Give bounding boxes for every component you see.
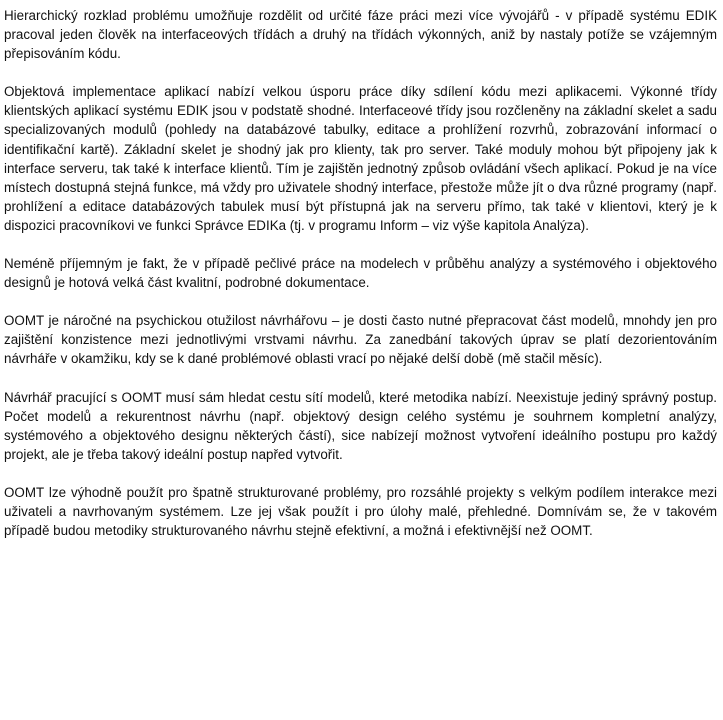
paragraph-team-split: Hierarchický rozklad problému umožňuje rozdělit od určité fáze práci mezi více vývojářů - v případě systému EDIK pracoval jeden člověk na interfaceových třídách a druhý na třídách výkonných, aniž by nastaly potíže se vzájemným přepisováním kódu. (4, 8, 717, 62)
paragraph-psychological-demands: OOMT je náročné na psychickou otužilost návrhářovu – je dosti často nutné přepracovat část modelů, mnohdy jen pro zajištění konzistence mezi jednotlivými vrstvami návrhu. Za zanedbání takových úprav se platí dezorientováním návrháře v okamžiku, kdy se k dané problémové oblasti vrací po nějaké delší době (mě stačil měsíc). (4, 313, 717, 367)
paragraph-model-navigation: Návrhář pracující s OOMT musí sám hledat cestu sítí modelů, které metodika nabízí. Neexistuje jediný správný postup. Počet modelů a rekurentnost návrhu (např. objektový design celého systému je souhrnem kompletní analýzy, systémového a objektového designu některých částí), sice nabízejí možnost vytvoření ideálního postupu pro každý projekt, ale je třeba takový ideální postup napřed vytvořit. (4, 389, 717, 462)
paragraph-documentation: Neméně příjemným je fakt, že v případě pečlivé práce na modelech v průběhu analýzy a systémového i objektového designů je hotová velká část kvalitní, podrobné dokumentace. (4, 256, 717, 291)
paragraph-applicability: OOMT lze výhodně použít pro špatně strukturované problémy, pro rozsáhlé projekty s velkým podílem interakce mezi uživateli a navrhovaným systémem. Lze jej však použít i pro úlohy malé, přehledné. Domnívám se, že v takovém případě budou metodiky strukturovaného návrhu stejně efektivní, a možná i efektivnější než OOMT. (4, 484, 717, 539)
paragraph-code-sharing: Objektová implementace aplikací nabízí velkou úsporu práce díky sdílení kódu mezi aplikacemi. Výkonné třídy klientských aplikací systému EDIK jsou v podstatě shodné. Interfaceové třídy jsou rozčleněny na základní skelet a sadu specializovaných modulů (pohledy na databázové tabulky, editace a prohlížení rozvrhů, zobrazování informací o identifikační kartě). Základní skelet je shodný jak pro klienty, tak pro server. Také moduly mohou být připojeny jak k interface serveru, tak také k interface klientů. Tím je zajištěn jednotný způsob ovládání všech aplikací. Pokud je na více místech dostupná stejná funkce, má vždy pro uživatele shodný interface, přestože může jít o dva různé programy (např. prohlížení a editace databázových tabulek musí být přístupná jak na serveru přímo, tak také v klientovi, který je k dispozici pracovníkovi ve funkci Správce EDIKa (tj. v programu Inform – viz výše kapitola Analýza). (4, 84, 717, 233)
